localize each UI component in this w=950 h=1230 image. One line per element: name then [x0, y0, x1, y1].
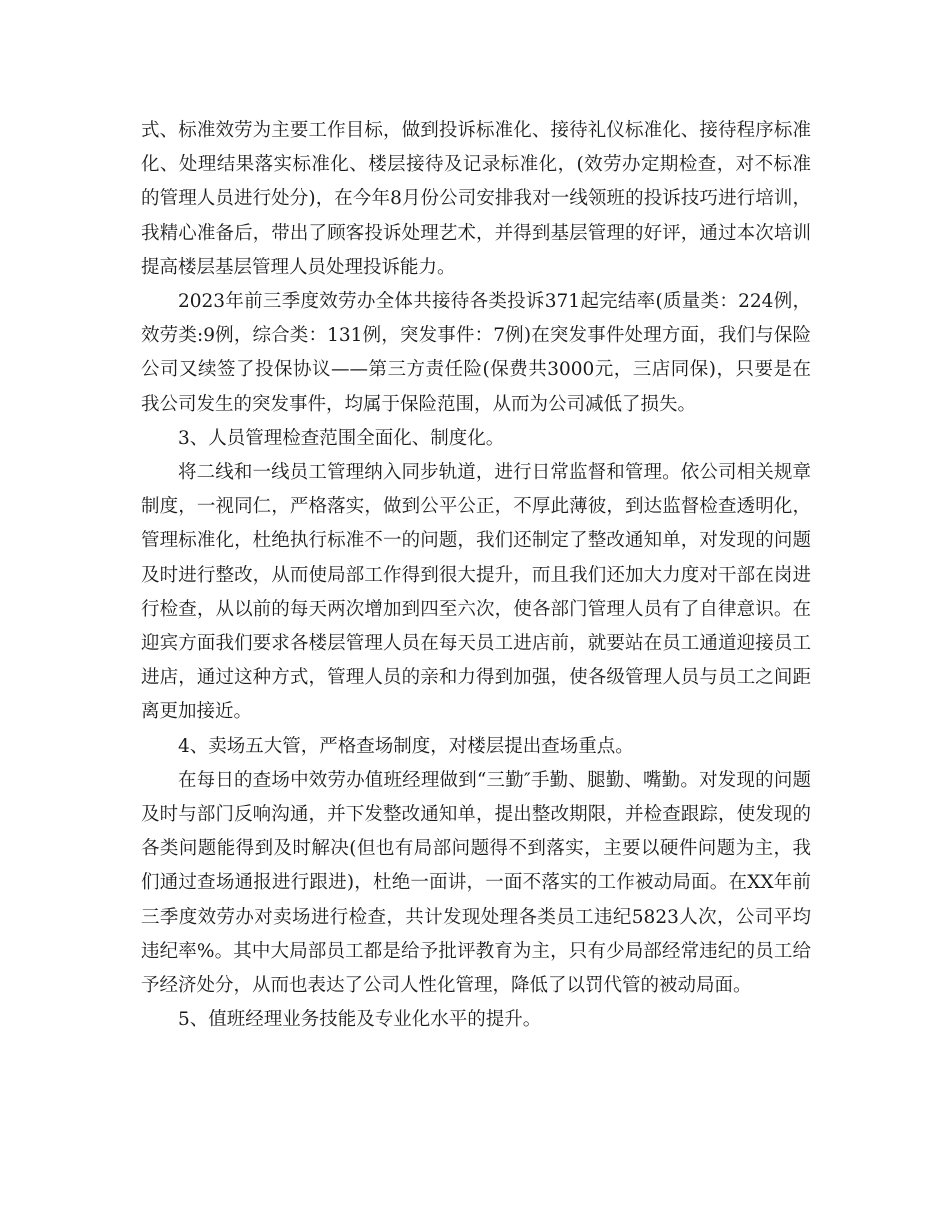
heading-duty-manager-skills: 5、值班经理业务技能及专业化水平的提升。 [178, 1009, 542, 1031]
paragraph-store-inspection: 在每日的查场中效劳办值班经理做到“三勤″手勤、腿勤、嘴勤。对发现的问题及时与部门反响沟通，并下发整改通知单，提出整改期限，并检查跟踪，使发现的各类问题能得到及时解决(但也有局部问题得不到落实，主要以硬件问题为主，我们通过查场通报进行跟进)，杜绝一面讲，一面不落实的工作被动局面。在XX年前三季度效劳办对卖场进行检查，共计发现处理各类员工违纪5823人次，公司平均违纪率%。其中大局部员工都是给予批评教育为主，只有少局部经常违纪的员工给予经济处分，从而也表达了公司人性化管理，降低了以罚代管的被动局面。 [141, 769, 811, 997]
paragraph-complaint-standardization: 式、标准效劳为主要工作目标，做到投诉标准化、接待礼仪标准化、接待程序标准化、处理结果落实标准化、楼层接待及记录标准化，(效劳办定期检查，对不标准的管理人员进行处分)，在今年8月份公司安排我对一线领班的投诉技巧进行培训，我精心准备后，带出了顾客投诉处理艺术，并得到基层管理的好评，通过本次培训提高楼层基层管理人员处理投诉能力。 [141, 120, 811, 278]
heading-store-inspection: 4、卖场五大管，严格查场制度，对楼层提出查场重点。 [178, 735, 634, 757]
paragraph-personnel-management: 将二线和一线员工管理纳入同步轨道，进行日常监督和管理。依公司相关规章制度，一视同仁，严格落实，做到公平公正，不厚此薄彼，到达监督检查透明化，管理标准化，杜绝执行标准不一的问题，我们还制定了整改通知单，对发现的问题及时进行整改，从而使局部工作得到很大提升，而且我们还加大力度对干部在岗进行检查，从以前的每天两次增加到四至六次，使各部门管理人员有了自律意识。在迎宾方面我们要求各楼层管理人员在每天员工进店前，就要站在员工通道迎接员工进店，通过这种方式，管理人员的亲和力得到加强，使各级管理人员与员工之间距离更加接近。 [141, 462, 811, 723]
paragraph-complaint-statistics: 2023年前三季度效劳办全体共接待各类投诉371起完结率(质量类：224例，效劳类:9例，综合类：131例，突发事件：7例)在突发事件处理方面，我们与保险公司又续签了投保协议——第三方责任险(保费共3000元，三店同保)，只要是在我公司发生的突发事件，均属于保险范围，从而为公司减低了损失。 [141, 291, 811, 415]
heading-personnel-management: 3、人员管理检查范围全面化、制度化。 [178, 427, 505, 449]
document-body [141, 114, 811, 1037]
